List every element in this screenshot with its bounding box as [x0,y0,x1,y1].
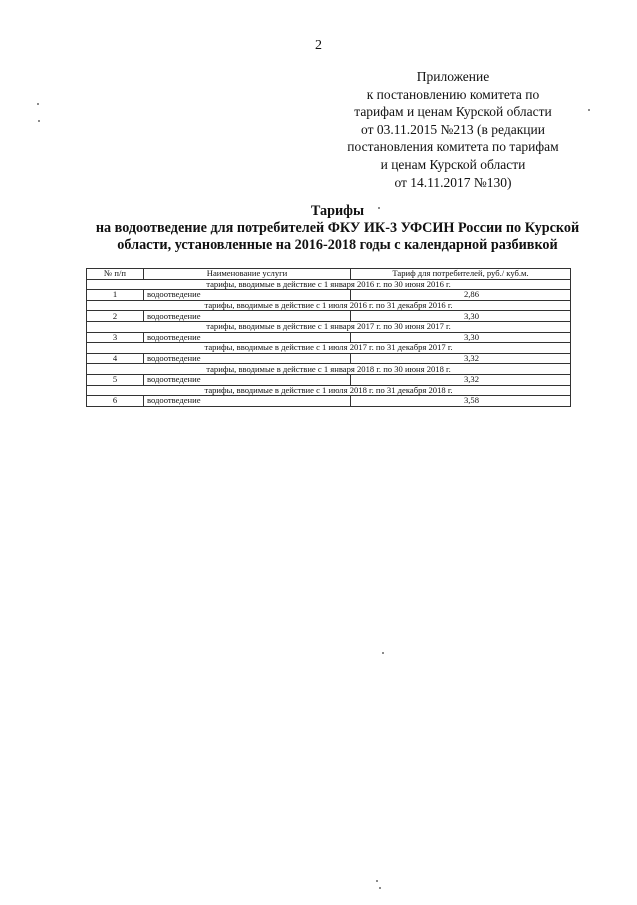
scan-speck [382,652,384,654]
period-row [87,300,571,311]
table-row [87,290,571,301]
table-header-row [87,269,571,280]
tariff-table [86,268,571,407]
row-number: 2 [87,311,144,322]
title-line: области, установленные на 2016-2018 годы с календарной разбивкой [117,237,558,253]
appendix-line: Приложение [416,69,490,84]
page-number: 2 [315,38,322,53]
appendix-line: и ценам Курской области [380,156,526,172]
scan-speck [379,887,381,889]
scan-speck [588,109,590,111]
period-label: тарифы, вводимые в действие с 1 июля 2016 г. по 31 декабря 2016 г. [87,300,571,311]
period-label: тарифы, вводимые в действие с 1 июля 2017 г. по 31 декабря 2017 г. [87,343,571,354]
row-number: 3 [87,332,144,343]
table-row [87,332,571,343]
header-service-name: Наименование услуги [144,269,351,280]
title-line: на водоотведение для потребителей ФКУ ИК-3 УФСИН России по Курской [95,220,580,236]
row-tariff-value: 3,30 [351,311,571,322]
scan-speck [38,120,40,122]
row-service: водоотведение [144,332,351,343]
appendix-note [318,68,588,191]
period-label: тарифы, вводимые в действие с 1 января 2016 г. по 30 июня 2016 г. [87,279,571,290]
row-number: 6 [87,396,144,407]
row-service: водоотведение [144,396,351,407]
scan-speck [378,207,380,209]
title-line: Тарифы [310,203,365,219]
row-service: водоотведение [144,290,351,301]
period-row [87,279,571,290]
period-row [87,321,571,332]
scan-speck [37,103,39,105]
appendix-line: тарифам и ценам Курской области [354,104,552,120]
appendix-line: постановления комитета по тарифам [347,139,559,155]
appendix-line: к постановлению комитета по [366,86,540,102]
period-row [87,343,571,354]
header-number: № п/п [87,269,144,280]
appendix-line: от 03.11.2015 №213 (в редакции [361,121,545,137]
row-number: 1 [87,290,144,301]
header-tariff: Тариф для потребителей, руб./ куб.м. [351,269,571,280]
appendix-line: от 14.11.2017 №130) [394,174,512,190]
table-row [87,353,571,364]
period-label: тарифы, вводимые в действие с 1 июля 2018 г. по 31 декабря 2018 г. [87,385,571,396]
table-row [87,311,571,322]
row-number: 5 [87,374,144,385]
table-row [87,374,571,385]
document-title [40,203,635,254]
row-service: водоотведение [144,311,351,322]
period-label: тарифы, вводимые в действие с 1 января 2018 г. по 30 июня 2018 г. [87,364,571,375]
period-row [87,385,571,396]
table-row [87,396,571,407]
row-tariff-value: 3,58 [351,396,571,407]
period-label: тарифы, вводимые в действие с 1 января 2017 г. по 30 июня 2017 г. [87,321,571,332]
period-row [87,364,571,375]
scan-speck [376,880,378,882]
row-tariff-value: 2,86 [351,290,571,301]
row-tariff-value: 3,32 [351,374,571,385]
row-tariff-value: 3,32 [351,353,571,364]
row-number: 4 [87,353,144,364]
row-service: водоотведение [144,353,351,364]
row-service: водоотведение [144,374,351,385]
row-tariff-value: 3,30 [351,332,571,343]
